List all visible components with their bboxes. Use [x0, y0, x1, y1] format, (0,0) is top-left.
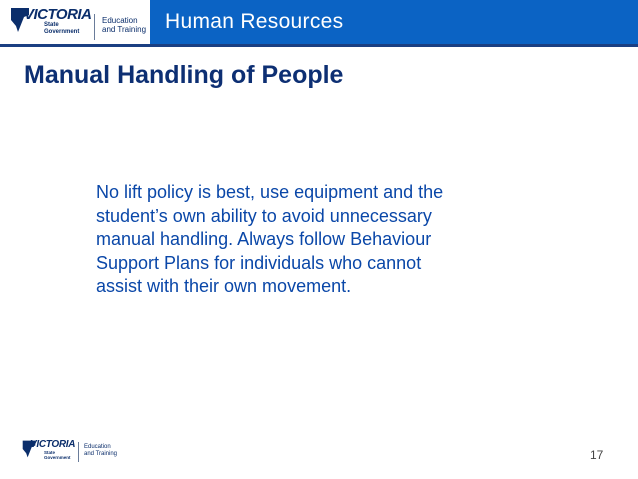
brand-sub-line-2: Government — [44, 29, 80, 35]
footer-brand-sub-line-2: Government — [44, 455, 71, 460]
footer-department-name — [84, 444, 132, 458]
slide-body-text — [96, 181, 526, 299]
footer-dept-line-2: and Training — [84, 451, 118, 457]
footer-brand-sub-line-1: State — [44, 450, 56, 455]
page-number: 17 — [590, 448, 604, 462]
brand-sub-line-1: State — [44, 22, 59, 28]
body-line: assist with their own movement. — [96, 276, 352, 296]
section-title: Human Resources — [165, 10, 344, 33]
slide-title: Manual Handling of People — [24, 61, 344, 89]
header-banner — [0, 0, 638, 48]
body-line: No lift policy is best, use equipment and the — [96, 182, 444, 202]
footer-brand-name: VICTORIA — [30, 439, 76, 450]
body-line: manual handling. Always follow Behaviour — [96, 229, 432, 249]
brand-name: VICTORIA — [24, 6, 92, 23]
dept-line-1: Education — [102, 16, 138, 25]
brand-subtitle — [44, 22, 84, 36]
header-rule — [0, 44, 638, 47]
footer-dept-line-1: Education — [84, 444, 111, 450]
body-line: student’s own ability to avoid unnecessary — [96, 205, 432, 226]
footer-logo — [22, 439, 132, 467]
dept-line-2: and Training — [102, 25, 147, 34]
logo-divider — [94, 14, 95, 40]
footer-logo-divider — [78, 442, 79, 462]
body-line: Support Plans for individuals who cannot — [96, 252, 422, 273]
footer-brand-subtitle — [44, 450, 74, 460]
department-name — [102, 16, 157, 34]
